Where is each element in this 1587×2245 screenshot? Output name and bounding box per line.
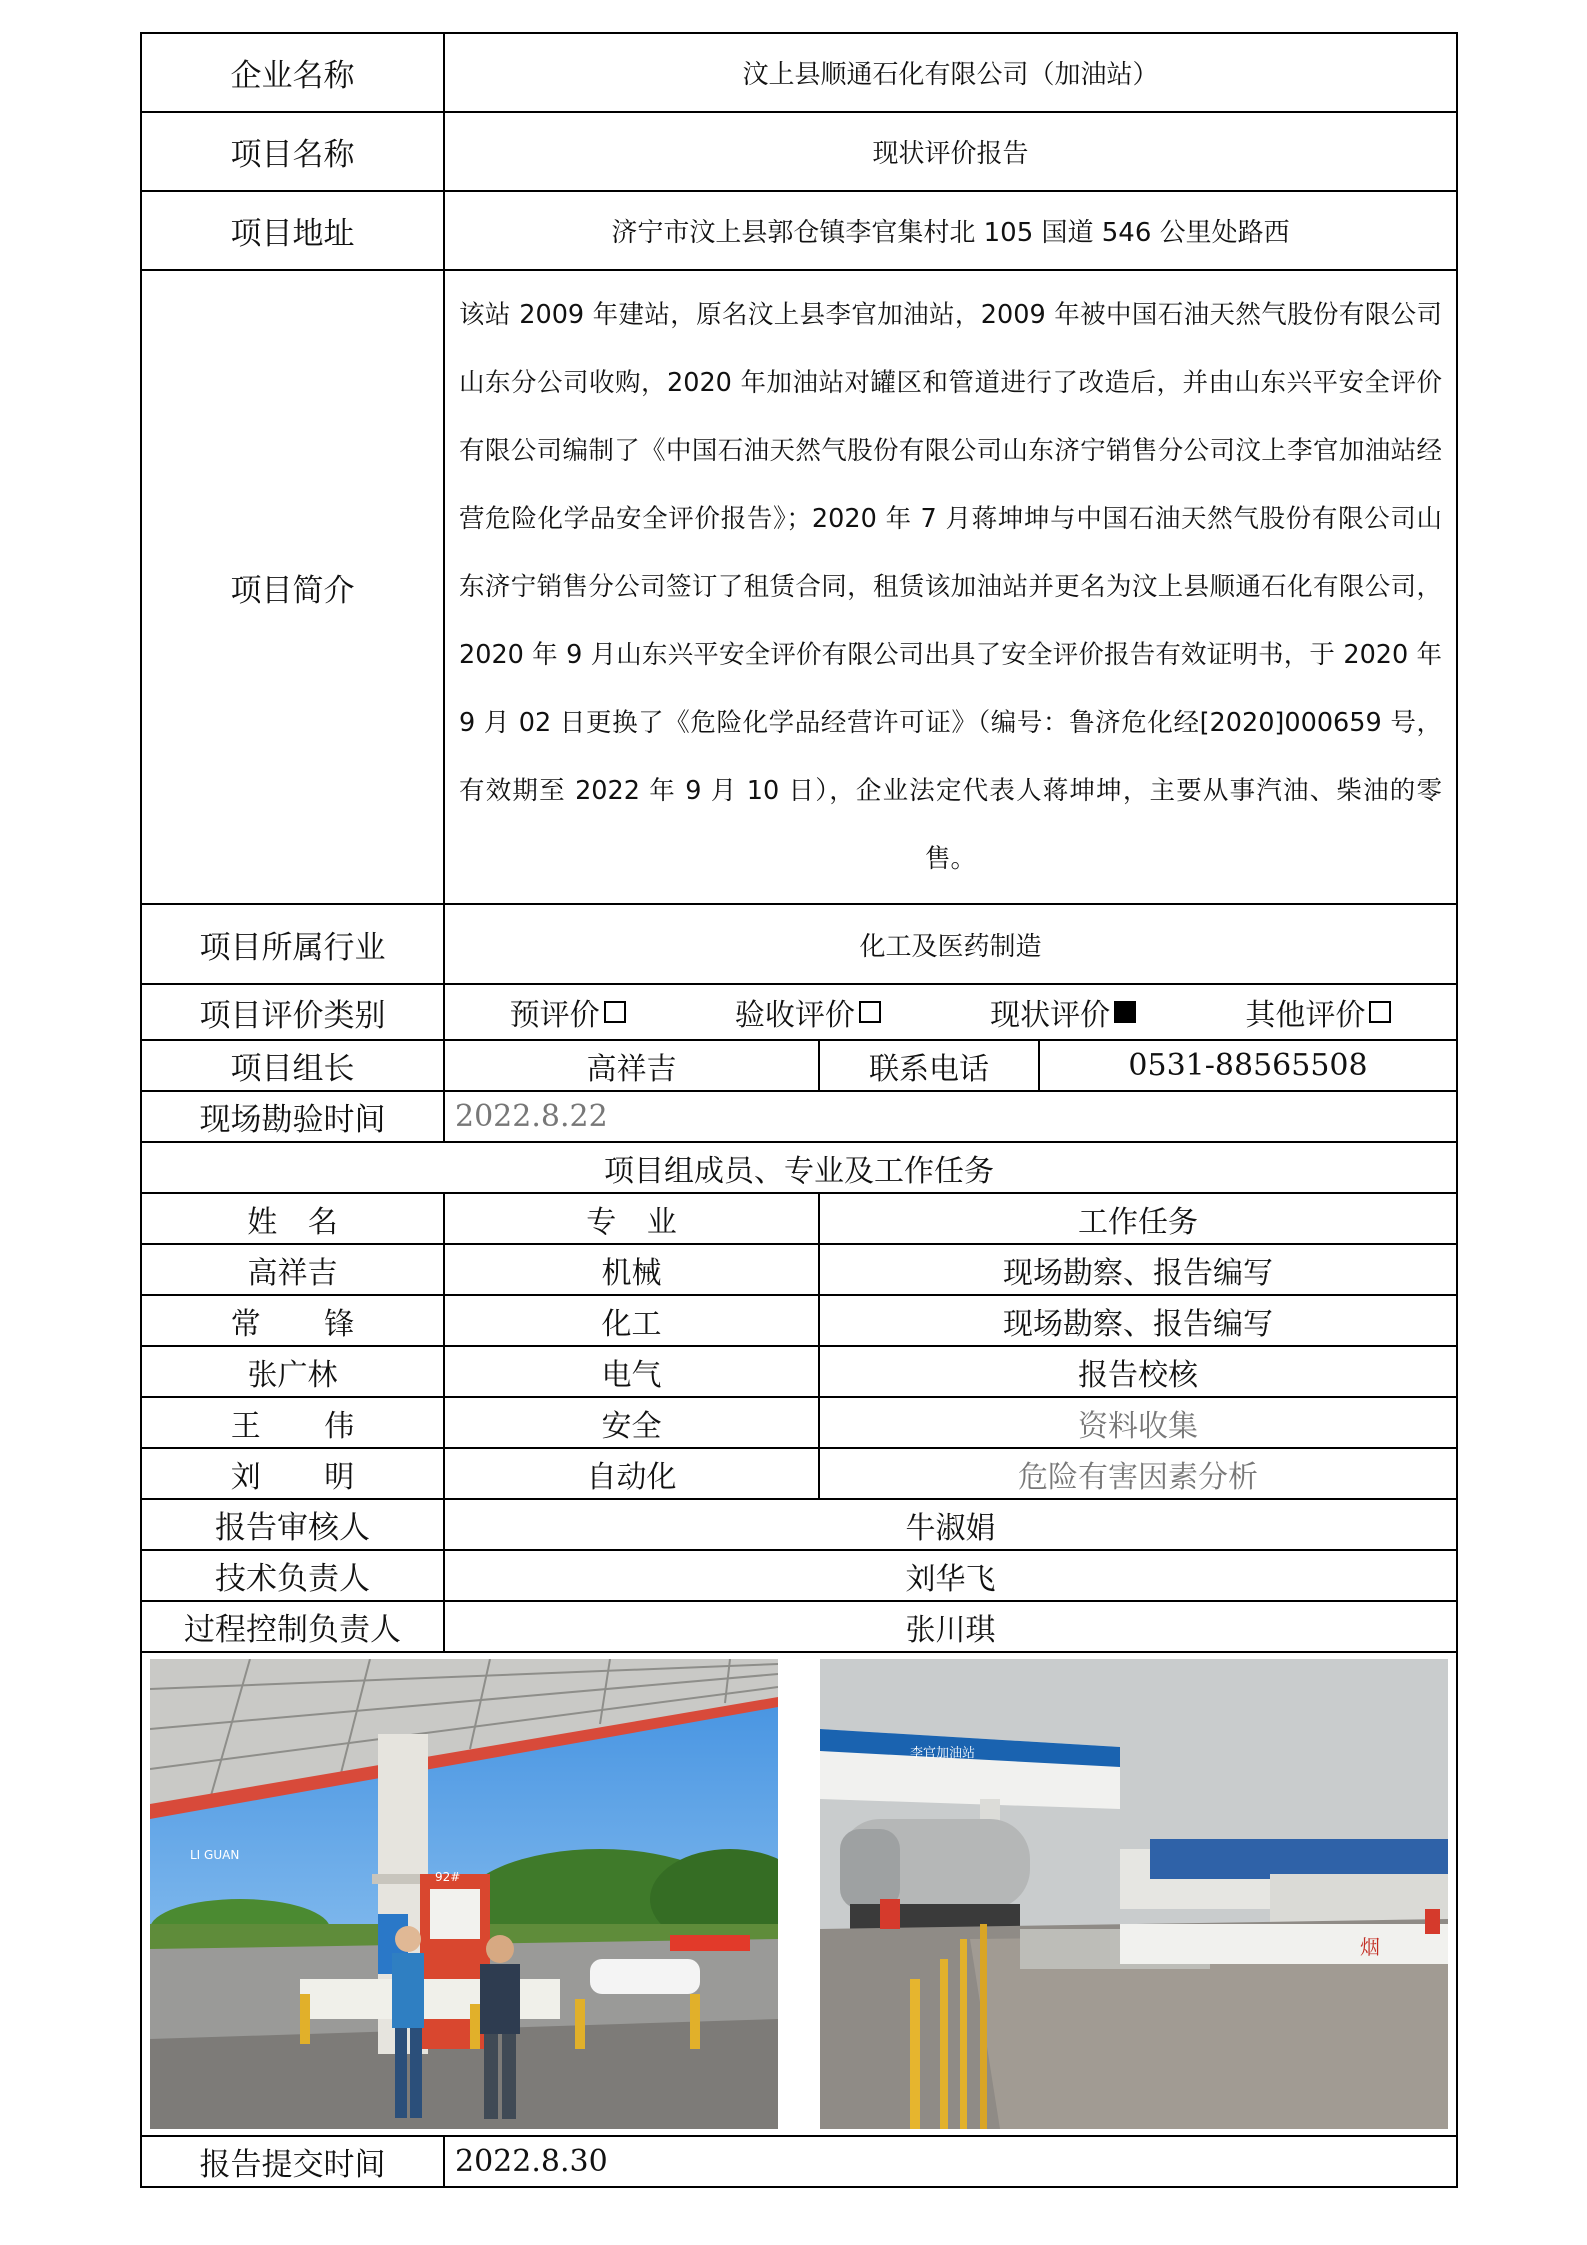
row-project-address bbox=[141, 191, 1457, 270]
row-survey-time bbox=[141, 1091, 1457, 1142]
tech-lead-value: 刘华飞 bbox=[444, 1550, 1457, 1601]
row-process-lead bbox=[141, 1601, 1457, 1652]
evaluation-form bbox=[140, 32, 1456, 2188]
member-major: 化工 bbox=[444, 1295, 819, 1346]
member-major: 电气 bbox=[444, 1346, 819, 1397]
process-lead-value: 张川琪 bbox=[444, 1601, 1457, 1652]
reviewer-value: 牛淑娟 bbox=[444, 1499, 1457, 1550]
member-task: 资料收集 bbox=[819, 1397, 1457, 1448]
row-company bbox=[141, 33, 1457, 112]
row-project-intro bbox=[141, 270, 1457, 904]
industry-value: 化工及医药制造 bbox=[444, 904, 1457, 984]
phone-label: 联系电话 bbox=[819, 1040, 1039, 1091]
project-name-label: 项目名称 bbox=[141, 112, 444, 191]
member-name: 常 锋 bbox=[141, 1295, 444, 1346]
row-members-header bbox=[141, 1193, 1457, 1244]
project-address-value: 济宁市汶上县郭仓镇李官集村北 105 国道 546 公里处路西 bbox=[444, 191, 1457, 270]
option-other-eval-label: 其他评价 bbox=[1245, 998, 1366, 1033]
option-pre-eval-label: 预评价 bbox=[509, 998, 600, 1033]
member-name: 张广林 bbox=[141, 1346, 444, 1397]
member-name: 刘 明 bbox=[141, 1448, 444, 1499]
checkbox-pre-eval[interactable] bbox=[604, 1001, 626, 1023]
survey-time-value: 2022.8.22 bbox=[444, 1091, 1457, 1142]
row-reviewer bbox=[141, 1499, 1457, 1550]
company-label: 企业名称 bbox=[141, 33, 444, 112]
photo-price-sign: 92# bbox=[435, 1870, 461, 1884]
header-task: 工作任务 bbox=[819, 1193, 1457, 1244]
photos-cell bbox=[141, 1652, 1457, 2136]
photo-gas-station-canopy bbox=[150, 1659, 778, 2129]
row-photos bbox=[141, 1652, 1457, 2136]
member-row bbox=[141, 1448, 1457, 1499]
reviewer-label: 报告审核人 bbox=[141, 1499, 444, 1550]
row-members-title bbox=[141, 1142, 1457, 1193]
project-address-label: 项目地址 bbox=[141, 191, 444, 270]
form-table bbox=[140, 32, 1458, 2188]
checkbox-current-eval[interactable] bbox=[1114, 1001, 1136, 1023]
header-major: 专 业 bbox=[444, 1193, 819, 1244]
option-current-eval[interactable] bbox=[990, 990, 1136, 1034]
submit-time-label: 报告提交时间 bbox=[141, 2136, 444, 2187]
leader-label: 项目组长 bbox=[141, 1040, 444, 1091]
project-intro-label: 项目简介 bbox=[141, 270, 444, 904]
member-row bbox=[141, 1397, 1457, 1448]
checkbox-other-eval[interactable] bbox=[1369, 1001, 1391, 1023]
member-name: 王 伟 bbox=[141, 1397, 444, 1448]
member-row bbox=[141, 1244, 1457, 1295]
row-project-name bbox=[141, 112, 1457, 191]
eval-category-options bbox=[444, 984, 1457, 1040]
members-title: 项目组成员、专业及工作任务 bbox=[141, 1142, 1457, 1193]
option-acceptance-eval-label: 验收评价 bbox=[734, 998, 855, 1033]
phone-value: 0531-88565508 bbox=[1039, 1040, 1457, 1091]
photo-canopy-svg bbox=[150, 1659, 778, 2129]
row-eval-category bbox=[141, 984, 1457, 1040]
photo-tanker-svg bbox=[820, 1659, 1448, 2129]
project-name-value: 现状评价报告 bbox=[444, 112, 1457, 191]
member-task: 危险有害因素分析 bbox=[819, 1448, 1457, 1499]
row-leader bbox=[141, 1040, 1457, 1091]
option-current-eval-label: 现状评价 bbox=[990, 998, 1111, 1033]
photo-right-sign: 李官加油站 bbox=[910, 1746, 976, 1761]
member-row bbox=[141, 1346, 1457, 1397]
row-industry bbox=[141, 904, 1457, 984]
member-row bbox=[141, 1295, 1457, 1346]
company-value: 汶上县顺通石化有限公司（加油站） bbox=[444, 33, 1457, 112]
member-name: 高祥吉 bbox=[141, 1244, 444, 1295]
header-name: 姓 名 bbox=[141, 1193, 444, 1244]
member-task: 现场勘察、报告编写 bbox=[819, 1244, 1457, 1295]
photo-wall-text: 烟 bbox=[1360, 1935, 1381, 1959]
member-major: 自动化 bbox=[444, 1448, 819, 1499]
checkbox-acceptance-eval[interactable] bbox=[859, 1001, 881, 1023]
submit-time-value: 2022.8.30 bbox=[444, 2136, 1457, 2187]
leader-value: 高祥吉 bbox=[444, 1040, 819, 1091]
row-submit-time bbox=[141, 2136, 1457, 2187]
member-task: 现场勘察、报告编写 bbox=[819, 1295, 1457, 1346]
row-tech-lead bbox=[141, 1550, 1457, 1601]
process-lead-label: 过程控制负责人 bbox=[141, 1601, 444, 1652]
option-acceptance-eval[interactable] bbox=[735, 990, 881, 1034]
option-other-eval[interactable] bbox=[1245, 990, 1391, 1034]
option-pre-eval[interactable] bbox=[510, 990, 626, 1034]
industry-label: 项目所属行业 bbox=[141, 904, 444, 984]
project-intro-value: 该站 2009 年建站，原名汶上县李官加油站，2009 年被中国石油天然气股份有限公司山东分公司收购，2020 年加油站对罐区和管道进行了改造后，并由山东兴平安全评价有限公司编制了《中国石油天然气股份有限公司山东济宁销售分公司汶上李官加油站经营危险化学品安全评价报告》；2020 年 7 月蒋坤坤与中国石油天然气股份有限公司山东济宁销售分公司签订了租赁合同，租赁该加油站并更名为汶上县顺通石化有限公司，2020 年 9 月山东兴平安全评价有限公司出具了安全评价报告有效证明书，于 2020 年 9 月 02 日更换了《危险化学品经营许可证》（编号：鲁济危化经[2020]000659 号，有效期至 2022 年 9 月 10 日），企业法定代表人蒋坤坤，主要从事汽油、柴油的零售。 bbox=[444, 270, 1457, 904]
member-major: 机械 bbox=[444, 1244, 819, 1295]
member-task: 报告校核 bbox=[819, 1346, 1457, 1397]
photo-tanker-area bbox=[820, 1659, 1448, 2129]
eval-category-label: 项目评价类别 bbox=[141, 984, 444, 1040]
tech-lead-label: 技术负责人 bbox=[141, 1550, 444, 1601]
photo-left-sign: LI GUAN bbox=[190, 1848, 240, 1862]
member-major: 安全 bbox=[444, 1397, 819, 1448]
survey-time-label: 现场勘验时间 bbox=[141, 1091, 444, 1142]
